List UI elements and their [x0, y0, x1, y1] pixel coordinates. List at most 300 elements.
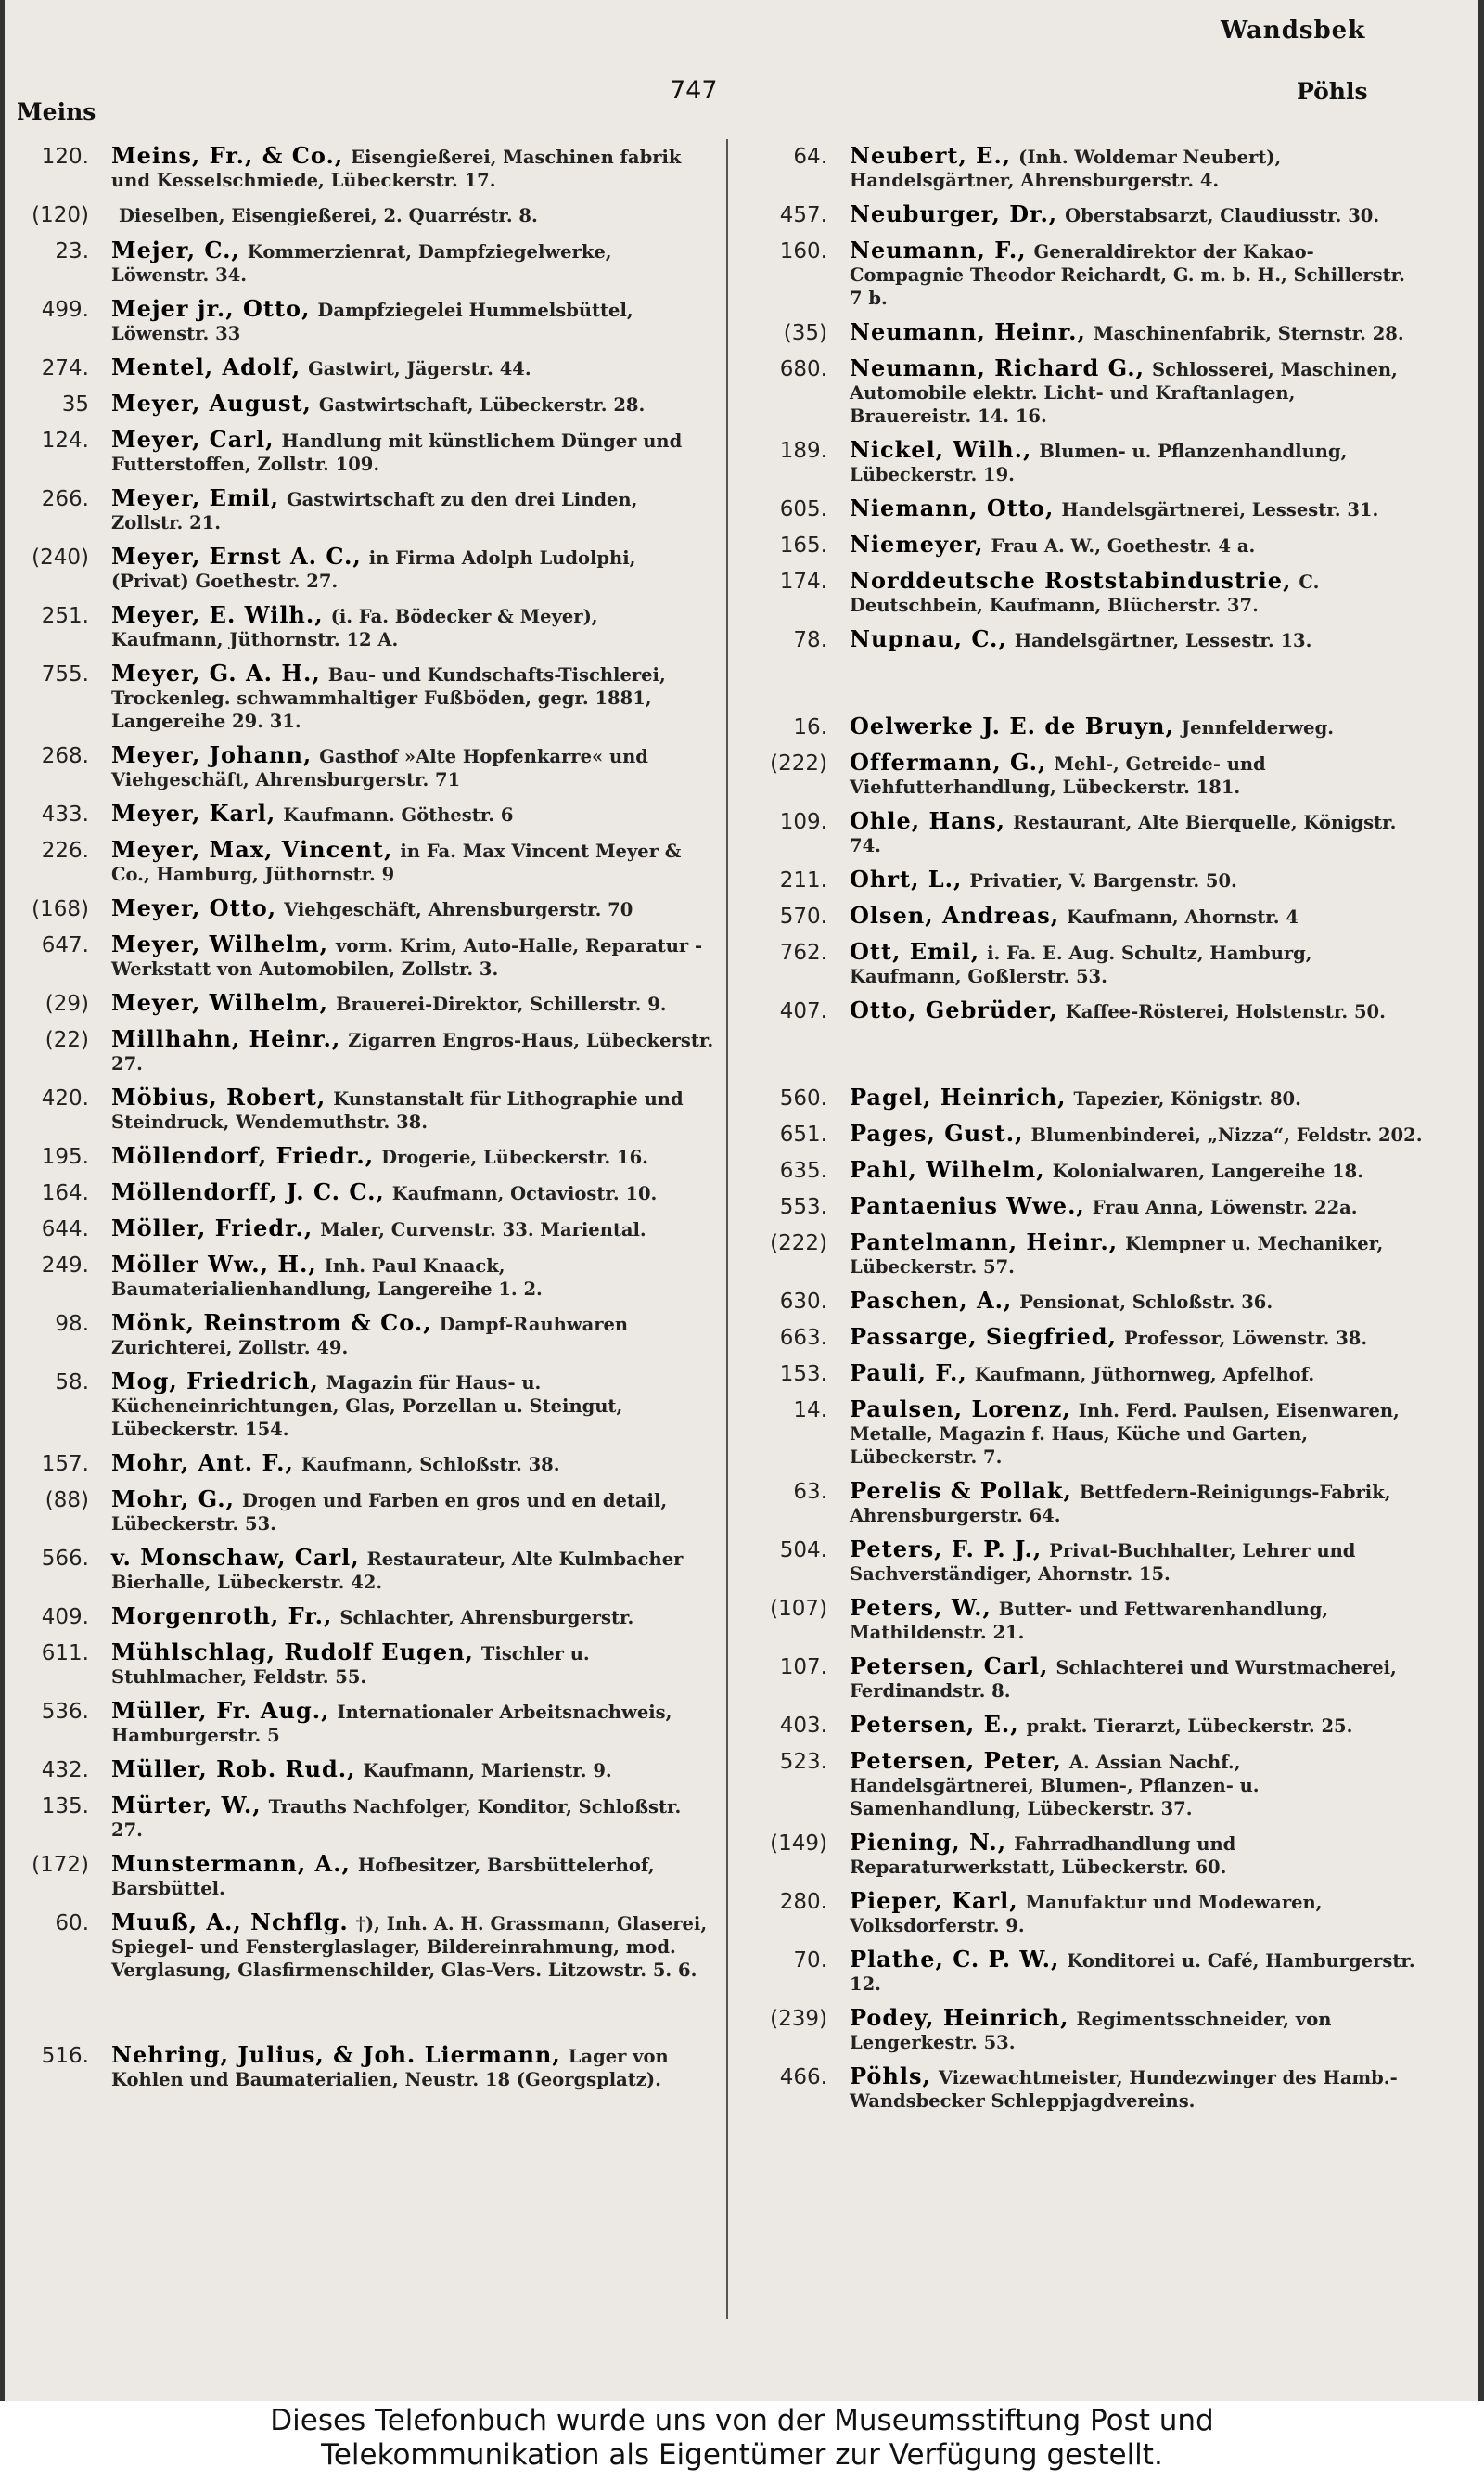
phone-number: 403. [779, 1714, 827, 1738]
phone-number: (120) [32, 203, 89, 227]
directory-entry [13, 238, 715, 287]
subscriber-details: C. Deutschbein, Kaufmann, Blücherstr. 37. [850, 572, 1320, 616]
subscriber-name: Niemeyer, [850, 531, 984, 558]
entry-text [827, 1596, 1423, 1644]
subscriber-name: Müller, Fr. Aug., [111, 1697, 330, 1724]
subscriber-details: Tischler u. Stuhlmacher, Feldstr. 55. [111, 1643, 590, 1688]
entry-text [827, 320, 1423, 346]
entry-text [827, 533, 1423, 559]
entry-text [89, 1604, 715, 1630]
phone-number: 226. [41, 839, 89, 863]
phone-number: (149) [770, 1831, 827, 1856]
phone-number: 160. [779, 239, 827, 263]
subscriber-details: i. Fa. E. Aug. Schultz, Hamburg, Kaufmann, Goßlerstr. 53. [850, 943, 1312, 987]
subscriber-name: Meyer, Ernst A. C., [111, 543, 362, 570]
directory-entry [733, 1596, 1423, 1644]
subscriber-details: Restaurateur, Alte Kulmbacher Bierhalle, Lübeckerstr. 42. [111, 1548, 684, 1593]
subscriber-name: Mejer, C., [111, 237, 240, 263]
directory-entry [13, 1793, 715, 1842]
entry-text [89, 802, 715, 828]
right-keyword: Pöhls [1297, 78, 1368, 105]
subscriber-name: Munstermann, A., [111, 1850, 351, 1877]
directory-entry [733, 998, 1423, 1024]
phone-number: 466. [779, 2065, 827, 2089]
directory-entry [733, 1158, 1423, 1184]
entry-text [89, 1793, 715, 1842]
subscriber-details: Jennfelderweg. [1181, 717, 1334, 739]
entry-text [827, 1749, 1423, 1820]
subscriber-details: Blumen- u. Pflanzenhandlung, Lübeckerstr. 19. [850, 441, 1348, 485]
entry-text [827, 998, 1423, 1024]
subscriber-details: Mehl-, Getreide- und Viehfutterhandlung, Lübeckerstr. 181. [850, 753, 1266, 798]
directory-entry [13, 603, 715, 651]
entry-text [89, 1369, 715, 1441]
subscriber-name: Olsen, Andreas, [850, 902, 1060, 929]
subscriber-name: Mog, Friedrich, [111, 1368, 319, 1394]
phone-number: 536. [41, 1700, 89, 1724]
subscriber-details: Magazin für Haus- u. Kücheneinrichtungen, Glas, Porzellan u. Steingut, Lübeckerstr. 154. [111, 1372, 623, 1440]
footer-line-2: Telekommunikation als Eigentümer zur Verfügung gestellt. [321, 2438, 1163, 2472]
subscriber-name: Pahl, Wilhelm, [850, 1156, 1045, 1183]
subscriber-name: Offermann, G., [850, 749, 1047, 776]
phone-number: 164. [41, 1181, 89, 1205]
subscriber-name: Möller, Friedr., [111, 1214, 313, 1241]
directory-entry [13, 802, 715, 828]
subscriber-details: Manufaktur und Modewaren, Volksdorferstr. 9. [850, 1892, 1323, 1936]
entry-text [89, 1757, 715, 1783]
phone-number: 23. [55, 239, 89, 263]
phone-number: 249. [41, 1253, 89, 1278]
entry-text [827, 1654, 1423, 1703]
entry-text [827, 751, 1423, 799]
directory-entry [13, 1546, 715, 1594]
phone-number: 251. [41, 604, 89, 628]
phone-number: 432. [41, 1758, 89, 1782]
directory-entry [733, 1086, 1423, 1112]
subscriber-details: Trauths Nachfolger, Konditor, Schloßstr. 27. [111, 1796, 682, 1841]
subscriber-details: Privatier, V. Bargenstr. 50. [969, 870, 1237, 892]
directory-entry [733, 438, 1423, 486]
subscriber-details: Handlung mit künstlichem Dünger und Futterstoffen, Zollstr. 109. [111, 430, 683, 475]
entry-text [89, 1311, 715, 1359]
entry-text [827, 1947, 1423, 1996]
directory-entry [733, 714, 1423, 740]
entry-text [827, 2006, 1423, 2054]
directory-entry [13, 392, 715, 418]
directory-entry [13, 743, 715, 791]
subscriber-name: Pages, Gust., [850, 1120, 1024, 1147]
directory-entry [733, 1889, 1423, 1937]
directory-entry [733, 627, 1423, 653]
entry-text [827, 1537, 1423, 1586]
subscriber-name: Passarge, Siegfried, [850, 1323, 1117, 1350]
directory-entry [13, 1216, 715, 1242]
entry-text [89, 932, 715, 981]
phone-number: 107. [779, 1655, 827, 1679]
subscriber-name: Mönk, Reinstrom & Co., [111, 1309, 432, 1336]
phone-number: 605. [779, 497, 827, 521]
subscriber-details: Internationaler Arbeitsnachweis, Hamburgerstr. 5 [111, 1702, 672, 1746]
entry-text [827, 1158, 1423, 1184]
subscriber-details: vorm. Krim, Auto-Halle, Reparatur - Werkstatt von Automobilen, Zollstr. 3. [111, 935, 703, 980]
subscriber-details: Dampf-Rauhwaren Zurichterei, Zollstr. 49. [111, 1314, 629, 1358]
subscriber-details: Dieselben, Eisengießerei, 2. Quarréstr. 8. [119, 205, 538, 226]
subscriber-name: Peters, F. P. J., [850, 1536, 1043, 1562]
subscriber-details: Maler, Curvenstr. 33. Mariental. [320, 1219, 646, 1240]
phone-number: 516. [41, 2044, 89, 2068]
entry-text [827, 809, 1423, 857]
directory-entry [733, 2064, 1423, 2113]
subscriber-details: Fahrradhandlung und Reparaturwerkstatt, Lübeckerstr. 60. [850, 1833, 1236, 1878]
subscriber-name: Mohr, Ant. F., [111, 1449, 294, 1476]
subscriber-name: Meyer, Karl, [111, 800, 276, 827]
directory-entry [733, 1289, 1423, 1315]
entry-text [89, 297, 715, 345]
entry-text [89, 1086, 715, 1134]
entry-text [89, 392, 715, 418]
entry-text [827, 1889, 1423, 1937]
phone-number: (29) [45, 992, 89, 1016]
directory-entry [733, 1361, 1423, 1387]
entry-text [827, 1086, 1423, 1112]
subscriber-name: Neubert, E., [850, 142, 1012, 169]
subscriber-name: Ohrt, L., [850, 866, 963, 893]
entry-text [827, 1479, 1423, 1527]
entry-text [827, 1194, 1423, 1220]
phone-number: 78. [793, 628, 827, 652]
directory-entry [733, 1831, 1423, 1879]
entry-text [827, 714, 1423, 740]
subscriber-details: Handelsgärtner, Lessestr. 13. [1014, 630, 1312, 651]
entry-text [827, 202, 1423, 228]
directory-entry [13, 932, 715, 981]
phone-number: 570. [779, 905, 827, 929]
phone-number: 70. [793, 1948, 827, 1972]
phone-number: (107) [770, 1597, 827, 1621]
subscriber-name: Pantelmann, Heinr., [850, 1228, 1119, 1255]
directory-entry [733, 904, 1423, 930]
phone-number: 635. [779, 1159, 827, 1183]
phone-number: 630. [779, 1290, 827, 1314]
phone-number: 499. [41, 298, 89, 322]
phone-number: 504. [779, 1538, 827, 1562]
directory-entry [733, 1397, 1423, 1469]
subscriber-name: Norddeutsche Roststabindustrie, [850, 567, 1292, 594]
subscriber-details: Privat-Buchhalter, Lehrer und Sachverständiger, Ahornstr. 15. [850, 1540, 1356, 1585]
phone-number: 560. [779, 1086, 827, 1111]
directory-entry [13, 1086, 715, 1134]
entry-text [827, 496, 1423, 522]
directory-entry [733, 1122, 1423, 1148]
directory-entry [13, 1451, 715, 1477]
entry-text [89, 1216, 715, 1242]
phone-number: 644. [41, 1217, 89, 1241]
directory-entry [13, 545, 715, 593]
entry-text [89, 1180, 715, 1206]
entry-text [89, 662, 715, 733]
subscriber-name: Müller, Rob. Rud., [111, 1755, 356, 1782]
directory-entry [733, 202, 1423, 228]
subscriber-name: Petersen, E., [850, 1711, 1019, 1738]
subscriber-details: Dampfziegelei Hummelsbüttel, Löwenstr. 33 [111, 300, 633, 344]
directory-entry [13, 896, 715, 922]
subscriber-details: Schlachter, Ahrensburgerstr. [339, 1607, 634, 1628]
subscriber-details: Butter- und Fettwarenhandlung, Mathildenstr. 21. [850, 1599, 1329, 1643]
subscriber-details: in Fa. Max Vincent Meyer & Co., Hamburg, Jüthornstr. 9 [111, 841, 682, 885]
footer-notice [0, 2401, 1484, 2480]
subscriber-name: Perelis & Pollak, [850, 1477, 1072, 1504]
subscriber-name: Meyer, August, [111, 390, 312, 417]
entry-text [89, 1699, 715, 1747]
phone-number: (240) [32, 546, 89, 570]
subscriber-details: Generaldirektor der Kakao-Compagnie Theodor Reichardt, G. m. b. H., Schillerstr. 7 b. [850, 241, 1405, 309]
phone-number: 109. [779, 810, 827, 834]
subscriber-name: Meyer, Max, Vincent, [111, 836, 393, 863]
directory-entry [13, 1757, 715, 1783]
subscriber-details: in Firma Adolph Ludolphi, (Privat) Goethestr. 27. [111, 547, 636, 592]
subscriber-name: Otto, Gebrüder, [850, 996, 1058, 1023]
subscriber-details: Restaurant, Alte Bierquelle, Königstr. 74. [850, 812, 1397, 856]
directory-entry [733, 2006, 1423, 2054]
phone-number: 58. [55, 1370, 89, 1394]
subscriber-details: Schlosserei, Maschinen, Automobile elektr. Licht- und Kraftanlagen, Brauereistr. 14. 16. [850, 359, 1398, 427]
entry-text [827, 940, 1423, 988]
phone-number: 266. [41, 487, 89, 511]
entry-text [827, 1397, 1423, 1469]
entry-text [89, 1027, 715, 1075]
subscriber-details: Professor, Löwenstr. 38. [1123, 1328, 1368, 1349]
directory-entry [13, 486, 715, 534]
subscriber-name: Meyer, Wilhelm, [111, 931, 329, 957]
phone-number: (22) [45, 1028, 89, 1052]
phone-number: 60. [55, 1911, 89, 1935]
subscriber-details: Drogerie, Lübeckerstr. 16. [381, 1147, 648, 1168]
subscriber-name: Möllendorff, J. C. C., [111, 1178, 385, 1205]
entry-text [827, 1230, 1423, 1279]
phone-number: 14. [793, 1398, 827, 1422]
directory-entry [13, 1640, 715, 1689]
directory-entry [733, 1479, 1423, 1527]
entry-text [89, 991, 715, 1017]
phone-number: 647. [41, 933, 89, 957]
directory-entry [13, 2043, 715, 2091]
subscriber-name: Plathe, C. P. W., [850, 1946, 1060, 1972]
directory-entry [733, 1947, 1423, 1996]
phone-number: (222) [770, 752, 827, 776]
entry-text [89, 896, 715, 922]
phone-number: 755. [41, 662, 89, 687]
subscriber-name: Ohle, Hans, [850, 807, 1005, 834]
entry-text [89, 1640, 715, 1689]
footer-line-1: Dieses Telefonbuch wurde uns von der Museumsstiftung Post und [270, 2404, 1214, 2437]
phone-number: (172) [32, 1853, 89, 1877]
subscriber-details: Oberstabsarzt, Claudiusstr. 30. [1065, 205, 1380, 226]
phone-number: 553. [779, 1195, 827, 1219]
subscriber-details: Tapezier, Königstr. 80. [1073, 1088, 1301, 1110]
entry-text [89, 202, 715, 228]
directory-entry [13, 991, 715, 1017]
directory-entry [733, 320, 1423, 346]
phone-number: 189. [779, 439, 827, 463]
subscriber-details: Inh. Paul Knaack, Baumaterialienhandlung, Langereihe 1. 2. [111, 1255, 543, 1300]
phone-number: 98. [55, 1312, 89, 1336]
subscriber-name: Paschen, A., [850, 1287, 1013, 1314]
subscriber-details: Klempner u. Mechaniker, Lübeckerstr. 57. [850, 1233, 1384, 1278]
directory-entry [733, 1230, 1423, 1279]
subscriber-details: Kaufmann, Jüthornweg, Apfelhof. [974, 1364, 1315, 1385]
directory-entry [13, 355, 715, 381]
phone-number: 135. [41, 1794, 89, 1818]
phone-number: 651. [779, 1123, 827, 1147]
left-column [13, 144, 715, 2101]
subscriber-name: Piening, N., [850, 1829, 1007, 1856]
subscriber-name: Meyer, G. A. H., [111, 660, 321, 687]
entry-text [89, 486, 715, 534]
section-name: Wandsbek [1221, 17, 1366, 45]
phone-number: 35 [61, 392, 89, 417]
entry-text [827, 627, 1423, 653]
phone-number: 680. [779, 357, 827, 381]
subscriber-details: Brauerei-Direktor, Schillerstr. 9. [336, 994, 667, 1015]
subscriber-name: Petersen, Carl, [850, 1652, 1049, 1679]
phone-number: 762. [779, 941, 827, 965]
directory-entry [733, 356, 1423, 428]
subscriber-details: Bau- und Kundschafts-Tischlerei, Trockenleg. schwammhaltiger Fußböden, gegr. 1881, Langereihe 29. 31. [111, 664, 666, 732]
phone-number: 433. [41, 803, 89, 827]
entry-text [89, 1487, 715, 1536]
subscriber-name: Möller Ww., H., [111, 1251, 317, 1278]
entry-text [827, 904, 1423, 930]
entry-text [827, 1122, 1423, 1148]
directory-entry [13, 1604, 715, 1630]
subscriber-details: Kaufmann, Schloßstr. 38. [301, 1454, 560, 1475]
phone-number: (168) [32, 897, 89, 921]
phone-number: 211. [779, 868, 827, 893]
left-keyword: Meins [17, 98, 96, 125]
phone-number: 64. [793, 145, 827, 169]
subscriber-details: Kommerzienrat, Dampfziegelwerke, Löwenstr. 34. [111, 241, 612, 286]
entry-text [89, 838, 715, 886]
subscriber-details: Pensionat, Schloßstr. 36. [1019, 1291, 1273, 1313]
subscriber-details: Handelsgärtnerei, Lessestr. 31. [1061, 499, 1379, 520]
subscriber-name: Millhahn, Heinr., [111, 1025, 341, 1052]
phone-number: 16. [793, 715, 827, 739]
directory-entry [733, 1194, 1423, 1220]
subscriber-name: Mohr, G., [111, 1485, 235, 1512]
subscriber-details: Zigarren Engros-Haus, Lübeckerstr. 27. [111, 1030, 714, 1074]
subscriber-name: Muuß, A., Nchflg. [111, 1908, 349, 1935]
entry-text [89, 545, 715, 593]
directory-entry [13, 1311, 715, 1359]
directory-entry [733, 569, 1423, 617]
entry-text [89, 1451, 715, 1477]
directory-entry [733, 1713, 1423, 1739]
right-page-edge [1478, 0, 1484, 2401]
entry-text [827, 144, 1423, 192]
subscriber-details: (Inh. Woldemar Neubert), Handelsgärtner, Ahrensburgerstr. 4. [850, 147, 1282, 191]
entry-text [89, 1144, 715, 1170]
phone-number: 165. [779, 533, 827, 558]
directory-entry [733, 144, 1423, 192]
subscriber-name: Meyer, Otto, [111, 894, 277, 921]
subscriber-details: Kunstanstalt für Lithographie und Steindruck, Wendemuthstr. 38. [111, 1088, 684, 1133]
subscriber-name: Nickel, Wilh., [850, 436, 1032, 463]
entry-text [827, 438, 1423, 486]
subscriber-details: Gastwirtschaft zu den drei Linden, Zollstr. 21. [111, 489, 638, 533]
subscriber-name: Meyer, Emil, [111, 484, 279, 511]
subscriber-name: Oelwerke J. E. de Bruyn, [850, 713, 1174, 739]
phone-number: 274. [41, 356, 89, 380]
subscriber-details: Kaufmann. Göthestr. 6 [283, 804, 514, 826]
entry-text [827, 1325, 1423, 1351]
subscriber-name: Ott, Emil, [850, 938, 980, 965]
entry-text [89, 144, 715, 192]
directory-entry [13, 1699, 715, 1747]
subscriber-details: Frau A. W., Goethestr. 4 a. [991, 535, 1256, 557]
entry-text [89, 2043, 715, 2091]
subscriber-name: Pöhls, [850, 2062, 931, 2089]
subscriber-name: Neumann, F., [850, 237, 1027, 263]
page-number: 747 [670, 76, 718, 105]
entry-text [89, 428, 715, 476]
phone-number: 566. [41, 1547, 89, 1571]
subscriber-details: Frau Anna, Löwenstr. 22a. [1092, 1197, 1358, 1218]
phone-number: 523. [779, 1750, 827, 1774]
subscriber-details: prakt. Tierarzt, Lübeckerstr. 25. [1026, 1715, 1353, 1737]
subscriber-details: Regimentsschneider, von Lengerkestr. 53. [850, 2009, 1332, 2053]
subscriber-details: Gasthof »Alte Hopfenkarre« und Viehgeschäft, Ahrensburgerstr. 71 [111, 746, 648, 790]
phone-number: 280. [779, 1890, 827, 1914]
subscriber-name: Podey, Heinrich, [850, 2004, 1069, 2031]
directory-entry [13, 1910, 715, 1982]
subscriber-details: Bettfedern-Reinigungs-Fabrik, Ahrensburgerstr. 64. [850, 1482, 1391, 1526]
subscriber-details: Viehgeschäft, Ahrensburgerstr. 70 [284, 899, 633, 920]
subscriber-details: Inh. Ferd. Paulsen, Eisenwaren, Metalle, Magazin f. Haus, Küche und Garten, Lübeckerstr. 7. [850, 1400, 1400, 1468]
subscriber-details: Schlachterei und Wurstmacherei, Ferdinandstr. 8. [850, 1657, 1397, 1702]
phone-number: 611. [41, 1641, 89, 1665]
subscriber-name: Pieper, Karl, [850, 1887, 1018, 1914]
subscriber-details: A. Assian Nachf., Handelsgärtnerei, Blumen-, Pflanzen- u. Samenhandlung, Lübeckerstr. 37. [850, 1752, 1260, 1819]
subscriber-name: Mürter, W., [111, 1792, 262, 1818]
subscriber-name: Möllendorf, Friedr., [111, 1142, 375, 1169]
directory-entry [733, 1749, 1423, 1820]
directory-entry [13, 662, 715, 733]
subscriber-name: Nupnau, C., [850, 625, 1007, 652]
directory-entry [733, 751, 1423, 799]
directory-entry [733, 496, 1423, 522]
directory-entry [13, 1487, 715, 1536]
subscriber-details: Konditorei u. Café, Hamburgerstr. 12. [850, 1950, 1415, 1995]
subscriber-details: Hofbesitzer, Barsbüttelerhof, Barsbüttel. [111, 1855, 655, 1899]
subscriber-name: Pantaenius Wwe., [850, 1192, 1085, 1219]
entry-text [827, 1289, 1423, 1315]
subscriber-details: (i. Fa. Bödecker & Meyer), Kaufmann, Jüthornstr. 12 A. [111, 606, 598, 650]
subscriber-details: Vizewachtmeister, Hundezwinger des Hamb.-Wandsbecker Schleppjagdvereins. [850, 2067, 1398, 2112]
phone-number: 420. [41, 1086, 89, 1111]
subscriber-name: Neuburger, Dr., [850, 200, 1058, 227]
subscriber-name: v. Monschaw, Carl, [111, 1544, 360, 1571]
subscriber-details: Kaufmann, Octaviostr. 10. [391, 1183, 658, 1204]
subscriber-details: Kaufmann, Marienstr. 9. [363, 1760, 612, 1781]
entry-text [827, 1831, 1423, 1879]
phone-number: 124. [41, 429, 89, 453]
directory-entry [13, 1180, 715, 1206]
phone-number: 268. [41, 744, 89, 768]
entry-text [827, 2064, 1423, 2113]
subscriber-name: Mentel, Adolf, [111, 353, 301, 380]
directory-entry [13, 1852, 715, 1900]
phone-number: 63. [793, 1480, 827, 1504]
